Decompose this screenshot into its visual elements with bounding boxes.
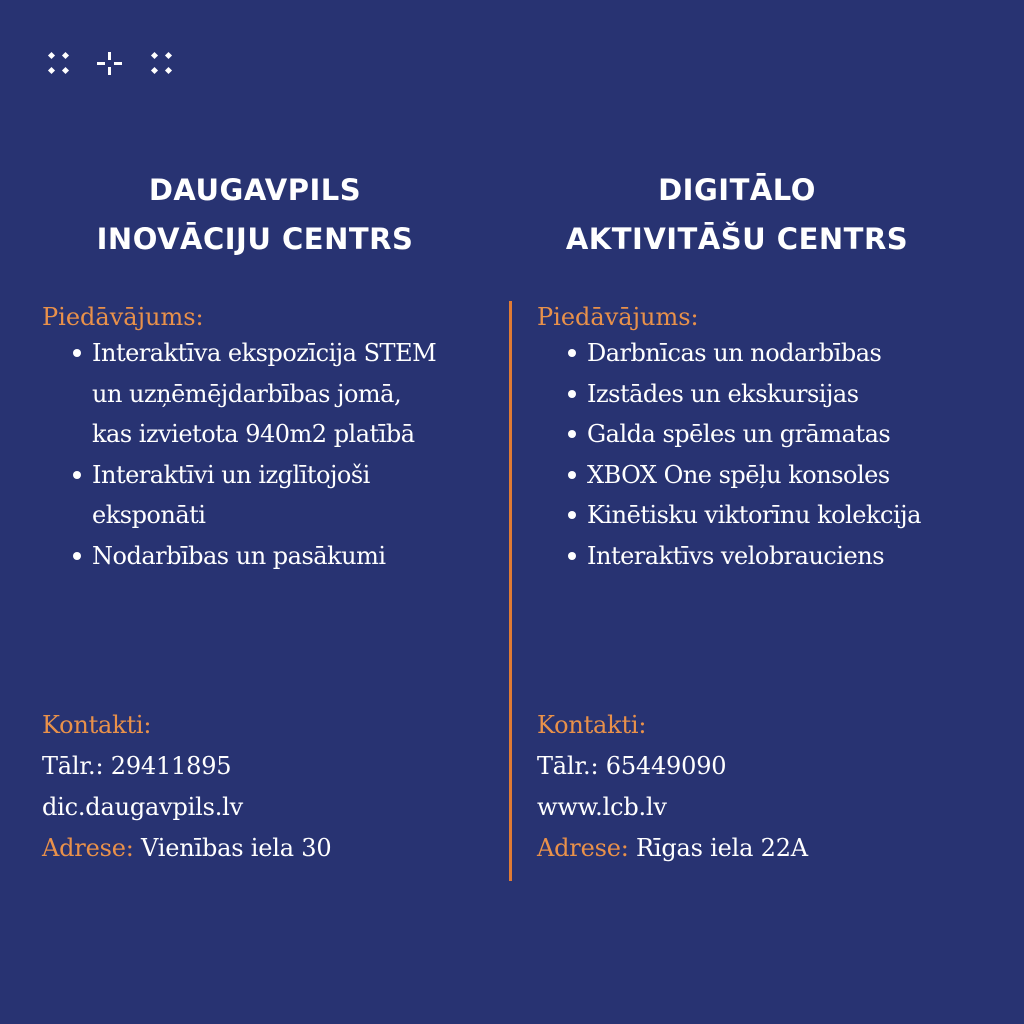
dotted-cross-logo-icon [46, 50, 176, 78]
left-offer-label: Piedāvājums: [42, 303, 204, 331]
list-item-line: eksponāti [92, 501, 206, 529]
list-item-line: Nodarbības un pasākumi [92, 541, 386, 570]
list-item [537, 333, 1017, 374]
list-item [537, 414, 1017, 455]
right-offer-label: Piedāvājums: [537, 303, 699, 331]
left-offer-list [42, 333, 522, 576]
list-item [42, 333, 522, 455]
list-item-line: Interaktīvs velobrauciens [587, 541, 885, 570]
list-item [42, 455, 522, 536]
left-heading-line-2: INOVĀCIJU CENTRS [96, 222, 414, 256]
left-address-label: Adrese: [42, 834, 134, 862]
list-item [537, 374, 1017, 415]
left-contacts-label: Kontakti: [42, 711, 152, 739]
list-item [42, 536, 522, 577]
left-website-link[interactable]: dic.daugavpils.lv [42, 793, 243, 821]
right-website-link[interactable]: www.lcb.lv [537, 793, 667, 821]
right-address-value: Rīgas iela 22A [636, 834, 808, 862]
left-heading-line-1: DAUGAVPILS [148, 173, 362, 207]
list-item-line: Interaktīva ekspozīcija STEM [92, 339, 437, 367]
list-item-line: un uzņēmējdarbības jomā, [92, 379, 402, 408]
right-heading-line-2: AKTIVITĀŠU CENTRS [565, 222, 909, 256]
left-address [42, 828, 512, 869]
list-item-line: XBOX One spēļu konsoles [587, 460, 890, 489]
list-item [537, 455, 1017, 496]
right-address [537, 828, 1007, 869]
list-item-line: kas izvietota 940m2 platībā [92, 420, 415, 448]
list-item-line: Izstādes un ekskursijas [587, 379, 859, 408]
right-phone: Tālr.: 65449090 [537, 752, 727, 780]
list-item-line: Interaktīvi un izglītojoši [92, 460, 370, 489]
list-item [537, 495, 1017, 536]
list-item-line: Darbnīcas un nodarbības [587, 339, 882, 367]
left-offer-section [42, 301, 522, 576]
right-heading-line-1: DIGITĀLO [658, 173, 816, 207]
list-item-line: Kinētisku viktorīnu kolekcija [587, 501, 921, 529]
right-contacts-label: Kontakti: [537, 711, 647, 739]
right-contacts [537, 705, 1007, 869]
left-address-value: Vienības iela 30 [141, 834, 332, 862]
right-offer-section [537, 301, 1017, 576]
column-divider [509, 301, 512, 881]
right-offer-list [537, 333, 1017, 576]
left-heading [0, 166, 510, 264]
right-address-label: Adrese: [537, 834, 629, 862]
list-item [537, 536, 1017, 577]
left-phone: Tālr.: 29411895 [42, 752, 232, 780]
right-heading [487, 166, 987, 264]
left-contacts [42, 705, 512, 869]
list-item-line: Galda spēles un grāmatas [587, 420, 891, 448]
